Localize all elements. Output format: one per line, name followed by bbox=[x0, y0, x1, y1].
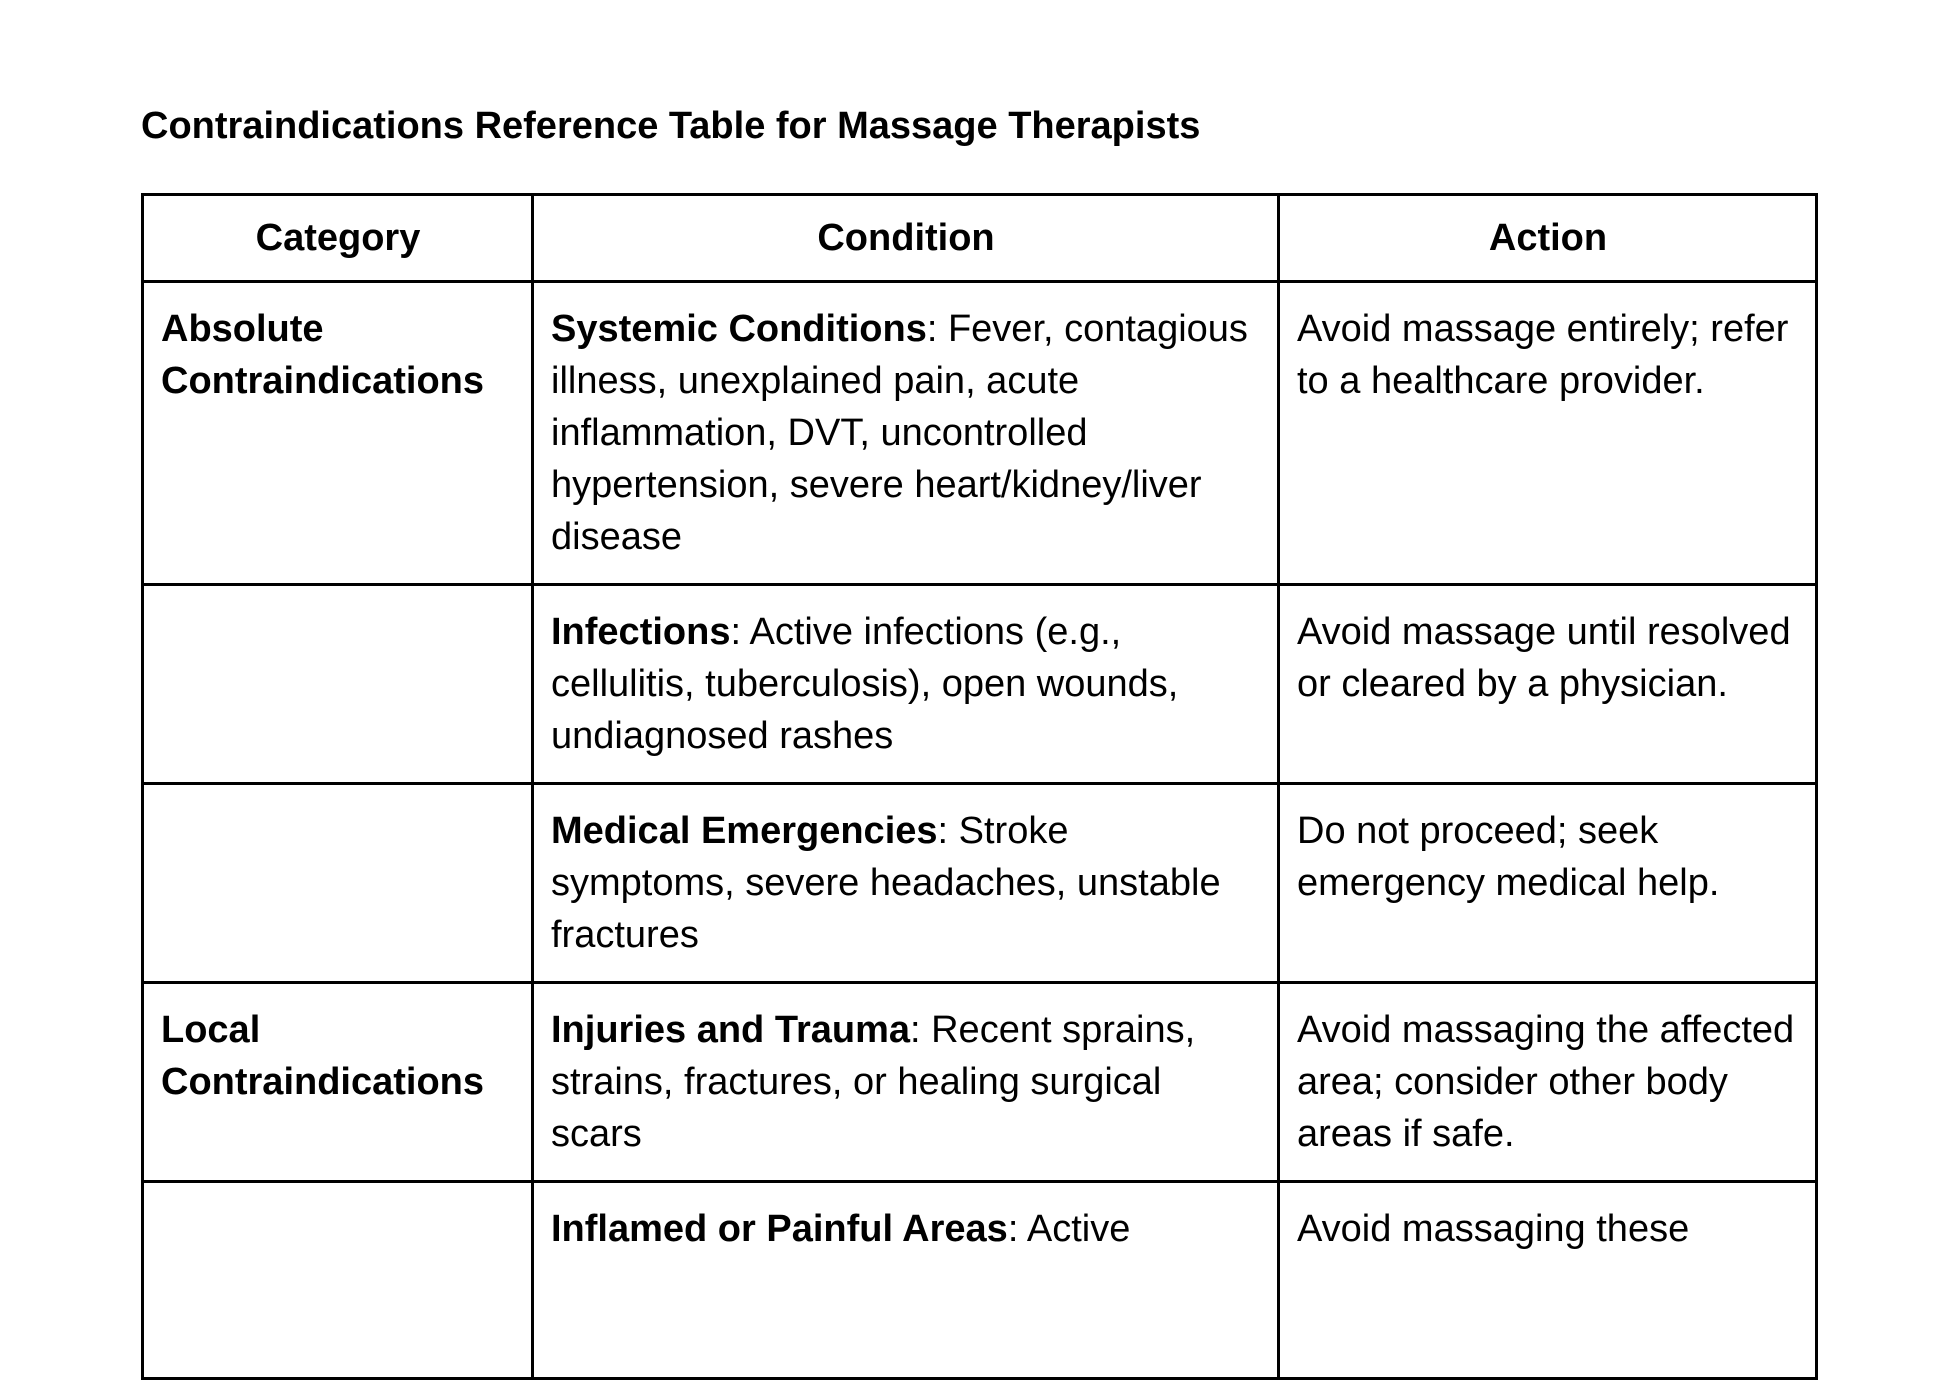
table-row bbox=[143, 983, 1817, 1182]
document-title: Contraindications Reference Table for Massage Therapists bbox=[141, 105, 1201, 147]
action-cell: Do not proceed; seek emergency medical help. bbox=[1279, 784, 1817, 983]
table-header-row bbox=[143, 195, 1817, 282]
condition-cell bbox=[533, 1182, 1279, 1379]
action-cell: Avoid massage entirely; refer to a healthcare provider. bbox=[1279, 282, 1817, 585]
condition-detail: : Active bbox=[1007, 1208, 1131, 1250]
condition-detail: : Fever, contagious illness, unexplained pain, acute inflammation, DVT, uncontrolled hypertension, severe heart/kidney/liver disease bbox=[551, 308, 1248, 558]
action-cell: Avoid massage until resolved or cleared by a physician. bbox=[1279, 585, 1817, 784]
condition-name: Injuries and Trauma bbox=[551, 1009, 910, 1051]
condition-name: Systemic Conditions bbox=[551, 308, 927, 350]
condition-cell bbox=[533, 784, 1279, 983]
header-condition: Condition bbox=[533, 195, 1279, 282]
table-row bbox=[143, 282, 1817, 585]
action-cell: Avoid massaging these bbox=[1279, 1182, 1817, 1379]
condition-cell bbox=[533, 585, 1279, 784]
condition-name: Infections bbox=[551, 611, 731, 653]
condition-cell bbox=[533, 282, 1279, 585]
category-cell: Absolute Contraindications bbox=[143, 282, 533, 585]
header-category: Category bbox=[143, 195, 533, 282]
condition-detail: : Stroke symptoms, severe headaches, unstable fractures bbox=[551, 810, 1221, 956]
condition-name: Medical Emergencies bbox=[551, 810, 938, 852]
category-cell: Local Contraindications bbox=[143, 983, 533, 1182]
table-row bbox=[143, 784, 1817, 983]
category-cell bbox=[143, 585, 533, 784]
table-row bbox=[143, 585, 1817, 784]
condition-cell bbox=[533, 983, 1279, 1182]
table-row bbox=[143, 1182, 1817, 1379]
contraindications-table bbox=[141, 193, 1818, 1380]
condition-detail: : Recent sprains, strains, fractures, or healing surgical scars bbox=[551, 1009, 1196, 1155]
condition-name: Inflamed or Painful Areas bbox=[551, 1208, 1008, 1250]
category-cell bbox=[143, 784, 533, 983]
condition-detail: : Active infections (e.g., cellulitis, tuberculosis), open wounds, undiagnosed rashes bbox=[551, 611, 1179, 757]
header-action: Action bbox=[1279, 195, 1817, 282]
category-cell bbox=[143, 1182, 533, 1379]
action-cell: Avoid massaging the affected area; consider other body areas if safe. bbox=[1279, 983, 1817, 1182]
